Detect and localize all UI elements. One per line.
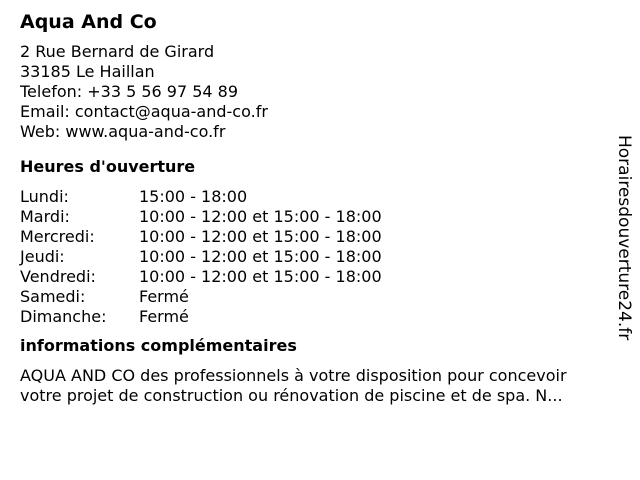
day-hours: 15:00 - 18:00 [139, 187, 248, 206]
business-info [20, 9, 600, 406]
day-hours: 10:00 - 12:00 et 15:00 - 18:00 [139, 247, 382, 266]
day-hours: 10:00 - 12:00 et 15:00 - 18:00 [139, 267, 382, 286]
description-line: votre projet de construction ou rénovation de piscine et de spa. N... [20, 386, 563, 405]
address-street: 2 Rue Bernard de Girard [20, 42, 215, 61]
email-address: Email: contact@aqua-and-co.fr [20, 102, 268, 121]
hours-row-monday [20, 187, 600, 207]
hours-row-saturday [20, 287, 600, 307]
hours-heading: Heures d'ouverture [20, 157, 196, 176]
additional-info-heading: informations complémentaires [20, 336, 297, 355]
day-label: Mercredi: [20, 227, 95, 246]
business-name: Aqua And Co [20, 11, 157, 33]
day-label: Dimanche: [20, 307, 107, 326]
website: Web: www.aqua-and-co.fr [20, 122, 226, 141]
day-label: Mardi: [20, 207, 70, 226]
day-label: Samedi: [20, 287, 86, 306]
day-label: Jeudi: [20, 247, 65, 266]
opening-hours-list [20, 187, 600, 327]
site-watermark: Horairesdouverture24.fr [614, 135, 634, 341]
day-hours: Fermé [139, 287, 189, 306]
description-line: AQUA AND CO des professionnels à votre disposition pour concevoir [20, 366, 567, 385]
phone-number: Telefon: +33 5 56 97 54 89 [20, 82, 239, 101]
address-city: 33185 Le Haillan [20, 62, 155, 81]
day-label: Lundi: [20, 187, 69, 206]
hours-row-friday [20, 267, 600, 287]
day-hours: 10:00 - 12:00 et 15:00 - 18:00 [139, 207, 382, 226]
hours-row-wednesday [20, 227, 600, 247]
hours-row-sunday [20, 307, 600, 327]
hours-row-thursday [20, 247, 600, 267]
business-description [20, 366, 620, 406]
day-hours: Fermé [139, 307, 189, 326]
day-hours: 10:00 - 12:00 et 15:00 - 18:00 [139, 227, 382, 246]
day-label: Vendredi: [20, 267, 96, 286]
hours-row-tuesday [20, 207, 600, 227]
